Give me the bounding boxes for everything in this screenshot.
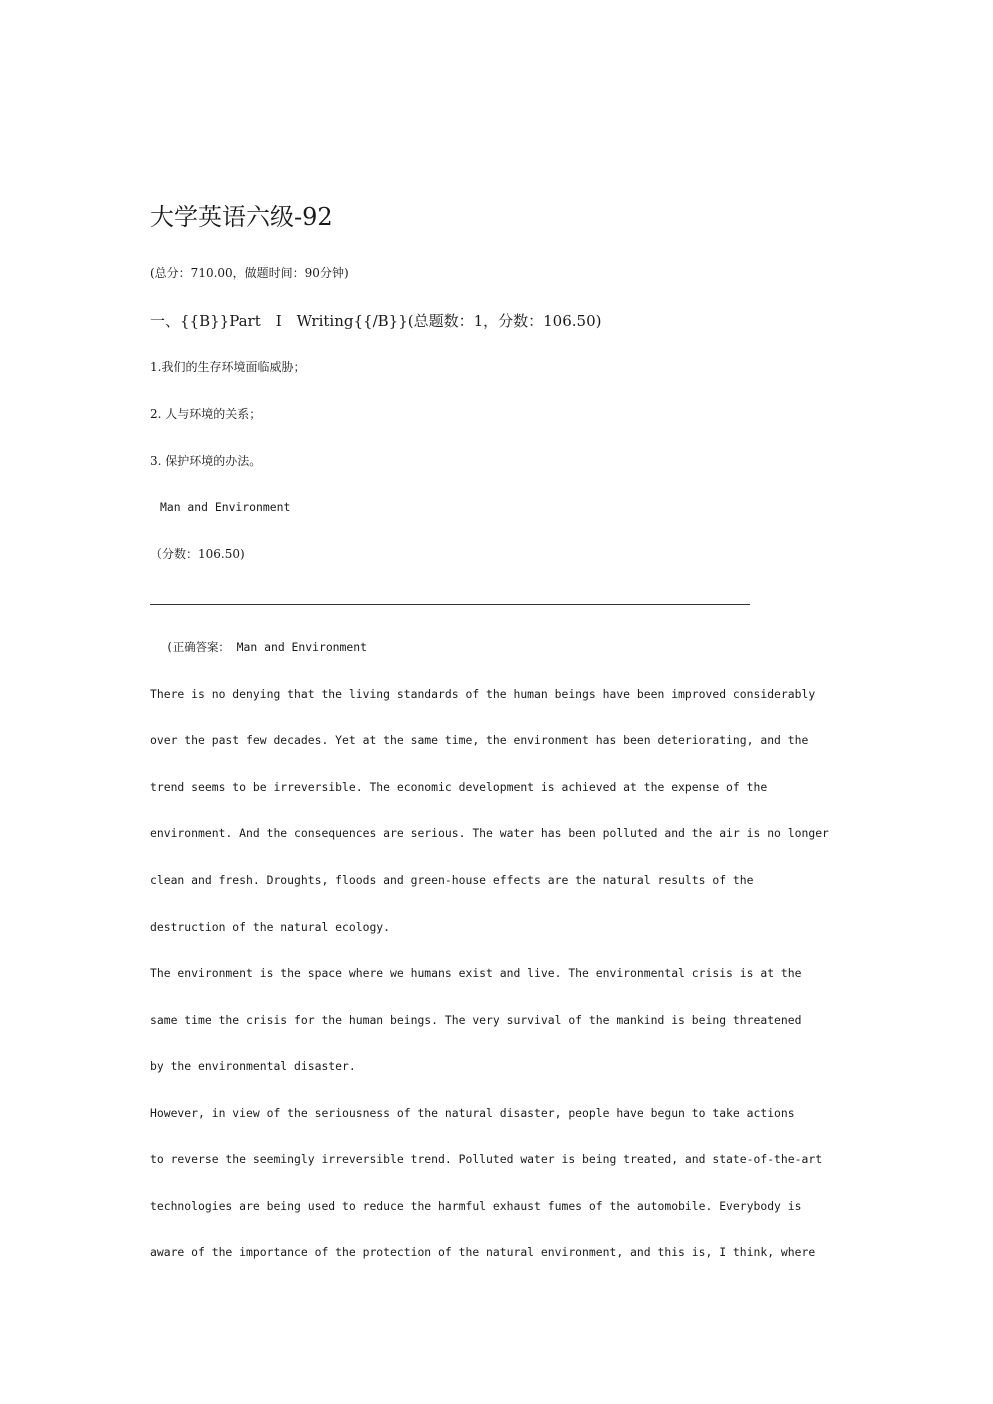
answer-line: There is no denying that the living standards of the human beings have been improved considerably: [150, 687, 816, 701]
essay-title: Man and Environment: [160, 500, 291, 514]
answer-line: environment. And the consequences are serious. The water has been polluted and the air is no longer: [150, 826, 829, 840]
answer-label: (正确答案： Man and Environment: [166, 640, 367, 654]
score-note: （分数：106.50): [150, 547, 245, 561]
answer-line: aware of the importance of the protection of the natural environment, and this is, I think, where: [150, 1245, 816, 1259]
answer-line: same time the crisis for the human beings. The very survival of the mankind is being threatened: [150, 1013, 802, 1027]
document-title: 大学英语六级-92: [150, 203, 333, 231]
answer-line: clean and fresh. Droughts, floods and green-house effects are the natural results of the: [150, 873, 754, 887]
answer-line: to reverse the seemingly irreversible trend. Polluted water is being treated, and state-of-the-art: [150, 1152, 823, 1166]
answer-line: over the past few decades. Yet at the same time, the environment has been deteriorating, and the: [150, 733, 809, 747]
answer-divider: [150, 604, 750, 605]
prompt-item: 3. 保护环境的办法。: [150, 454, 262, 468]
exam-info: (总分：710.00，做题时间：90分钟): [150, 266, 349, 280]
prompt-item: 2. 人与环境的关系；: [150, 407, 262, 421]
answer-line: However, in view of the seriousness of the natural disaster, people have begun to take actions: [150, 1106, 795, 1120]
prompt-item: 1.我们的生存环境面临威胁；: [150, 360, 306, 374]
answer-line: technologies are being used to reduce the harmful exhaust fumes of the automobile. Everybody is: [150, 1199, 802, 1213]
answer-line: The environment is the space where we humans exist and live. The environmental crisis is at the: [150, 966, 802, 980]
answer-line: by the environmental disaster.: [150, 1059, 356, 1073]
answer-line: destruction of the natural ecology.: [150, 920, 391, 934]
section-heading: 一、{{B}}Part Ⅰ Writing{{/B}}(总题数：1，分数：106.50): [150, 312, 602, 330]
answer-line: trend seems to be irreversible. The economic development is achieved at the expense of the: [150, 780, 768, 794]
